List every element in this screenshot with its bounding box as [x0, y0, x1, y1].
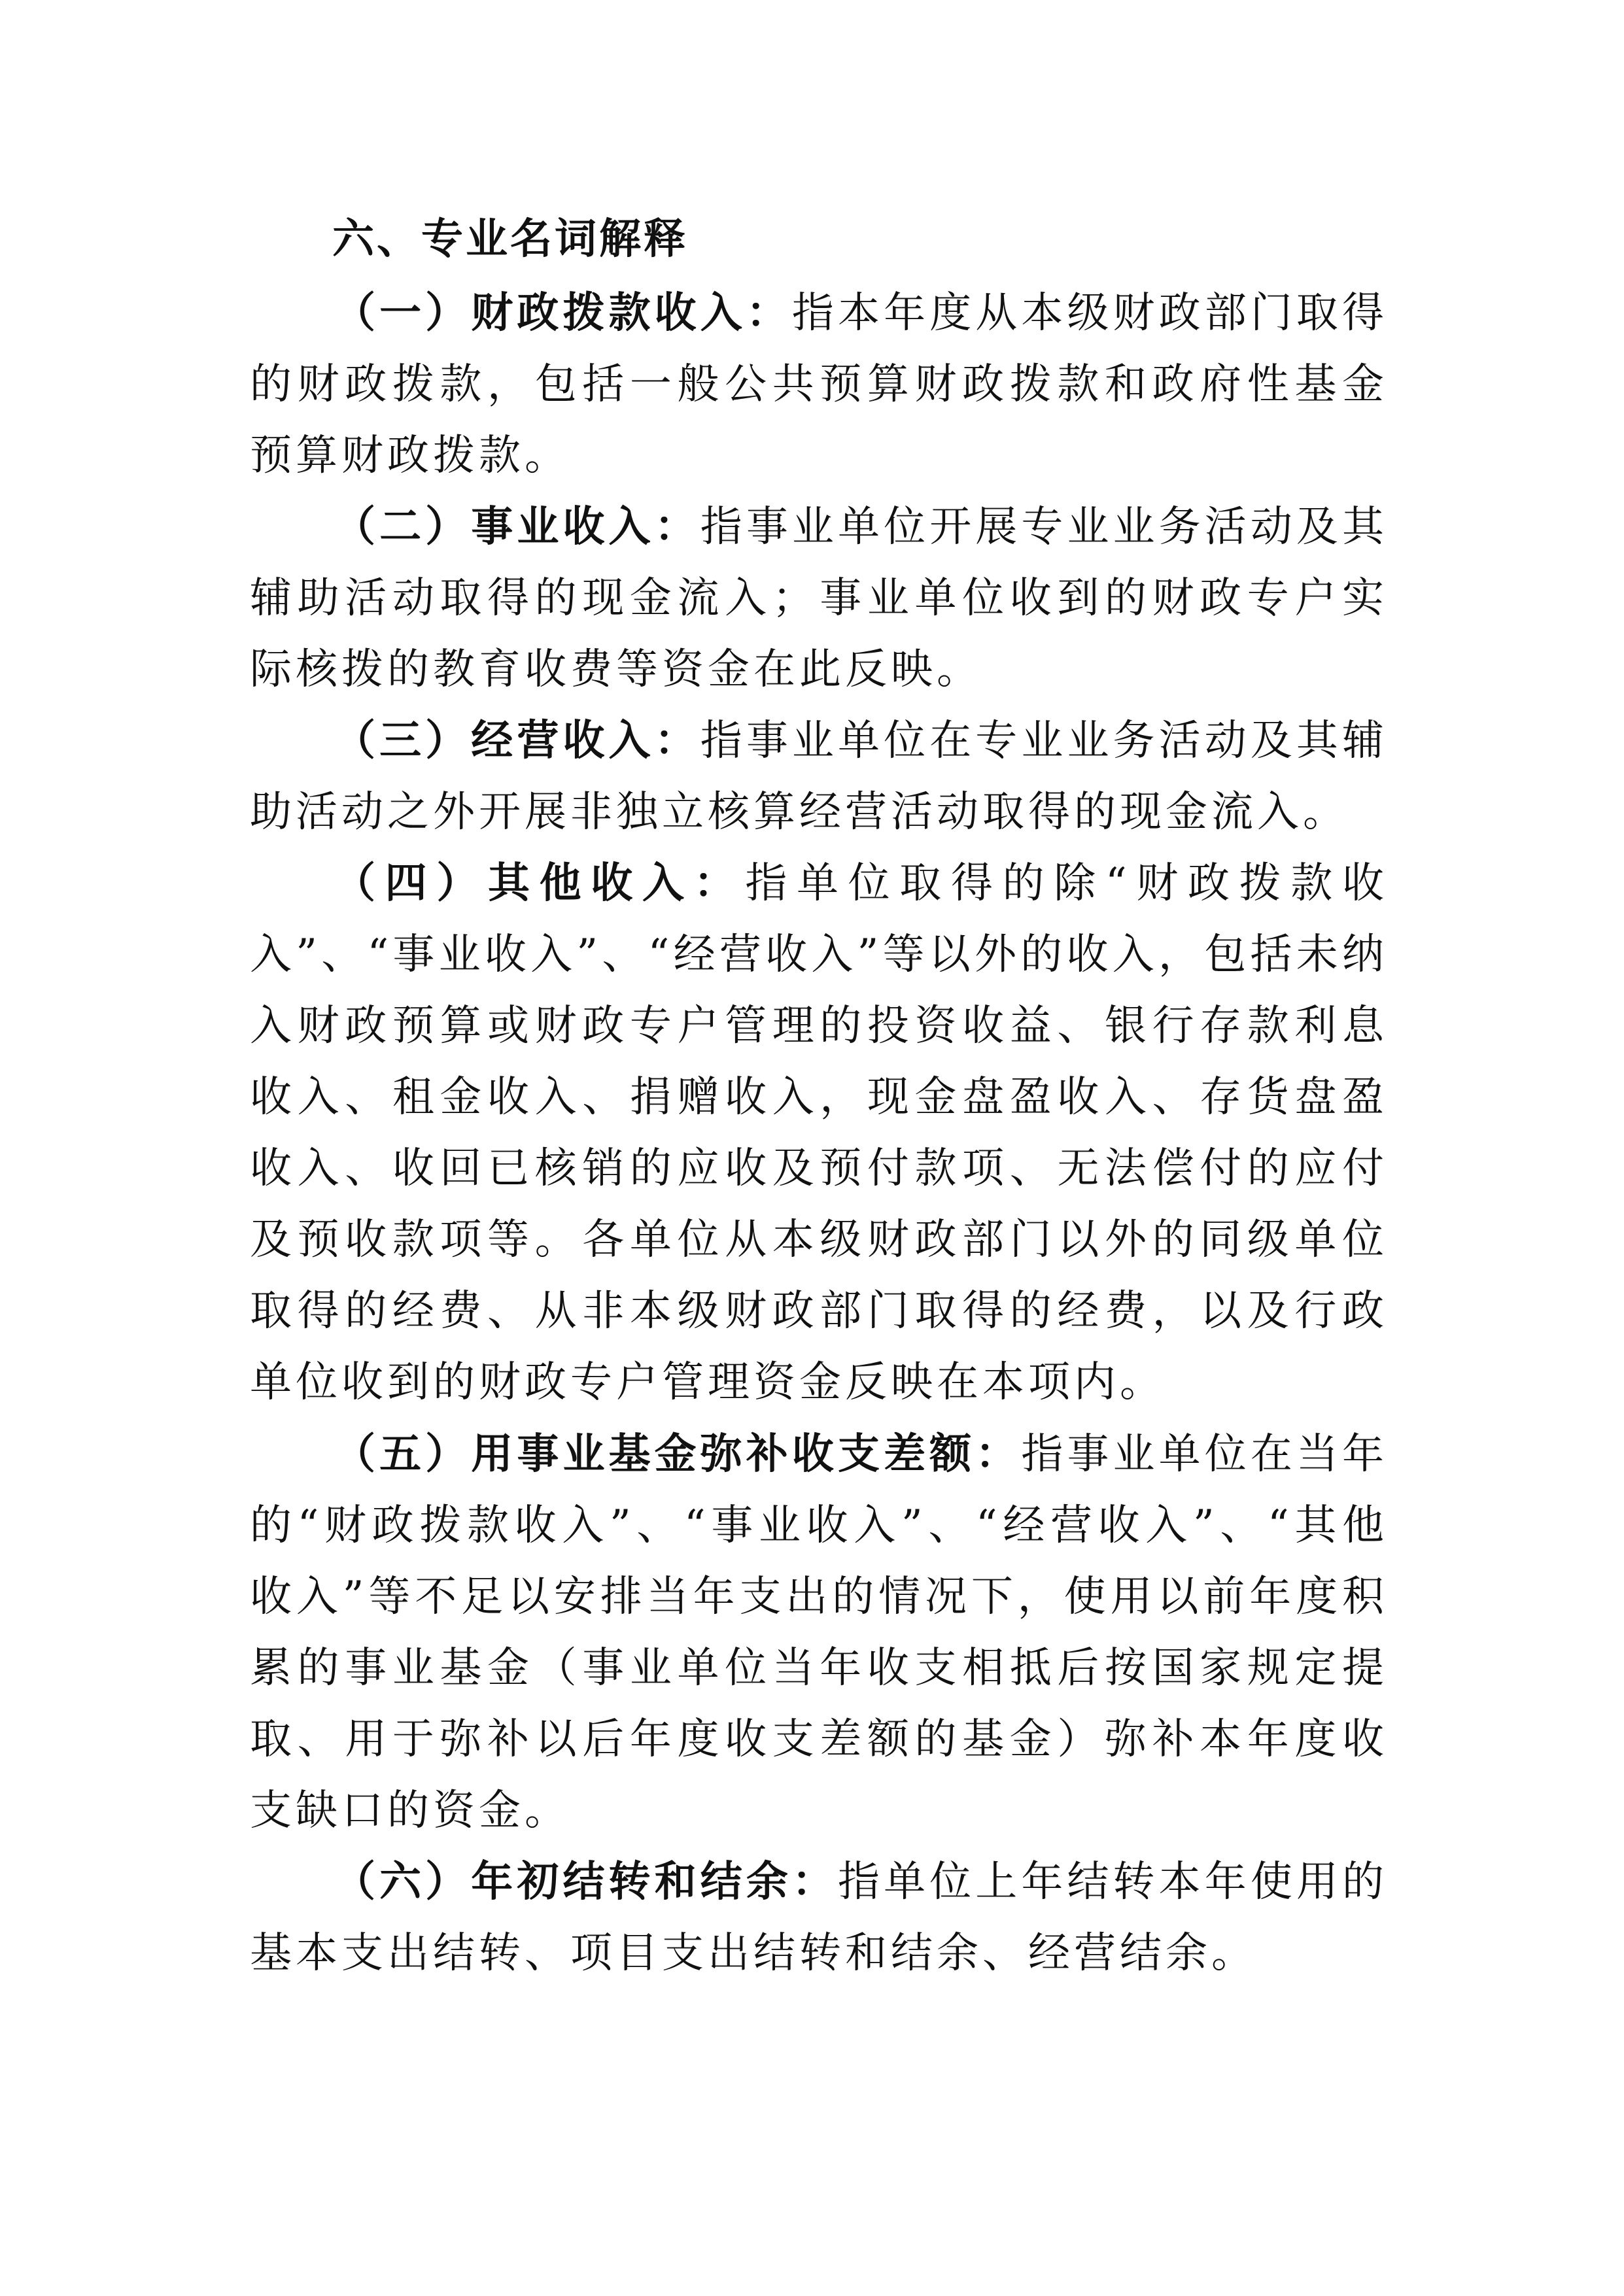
definition-term: （四）其他收入： [334, 859, 746, 908]
definition-term: （二）事业收入： [334, 503, 700, 551]
definition-paragraph-business-income [250, 492, 1388, 706]
definition-paragraph-other-income [250, 848, 1388, 1418]
section-title: 六、专业名词解释 [332, 215, 688, 264]
definition-text: 指本年度从本级财政部门取得的财政拨款，包括一般公共预算财政拨款和政府性基金预算财政拨款。 [250, 289, 1389, 480]
definition-term: （五）用事业基金弥补收支差额： [334, 1430, 1022, 1479]
definition-text: 指事业单位在专业业务活动及其辅助活动之外开展非独立核算经营活动取得的现金流入。 [250, 717, 1389, 836]
definition-term: （三）经营收入： [334, 717, 700, 765]
definition-term: （一）财政拨款收入： [334, 289, 792, 337]
definition-text: 指事业单位开展专业业务活动及其辅助活动取得的现金流入；事业单位收到的财政专户实际核拨的教育收费等资金在此反映。 [250, 503, 1389, 694]
definition-text: 指单位取得的除“财政拨款收入”、“事业收入”、“经营收入”等以外的收入，包括未纳入财政预算或财政专户管理的投资收益、银行存款利息收入、租金收入、捐赠收入，现金盘盈收入、存货盘盈收入、收回已核销的应收及预付款项、无法偿付的应付及预收款项等。各单位从本级财政部门以外的同级单位取得的经费、从非本级财政部门取得的经费，以及行政单位收到的财政专户管理资金反映在本项内。 [250, 859, 1388, 1407]
definition-term: （六）年初结转和结余： [334, 1858, 838, 1906]
definition-text: 指单位上年结转本年使用的基本支出结转、项目支出结转和结余、经营结余。 [250, 1858, 1388, 1978]
definition-text: 指事业单位在当年的“财政拨款收入”、“事业收入”、“经营收入”、“其他收入”等不足以安排当年支出的情况下，使用以前年度积累的事业基金（事业单位当年收支相抵后按国家规定提取、用于弥补以后年度收支差额的基金）弥补本年度收支缺口的资金。 [250, 1430, 1389, 1835]
definition-paragraph-fiscal-appropriation [250, 278, 1388, 492]
definition-paragraph-carryover-balance [250, 1847, 1388, 1989]
definition-paragraph-business-fund-offset [250, 1419, 1388, 1847]
definition-paragraph-operating-income [250, 706, 1388, 848]
